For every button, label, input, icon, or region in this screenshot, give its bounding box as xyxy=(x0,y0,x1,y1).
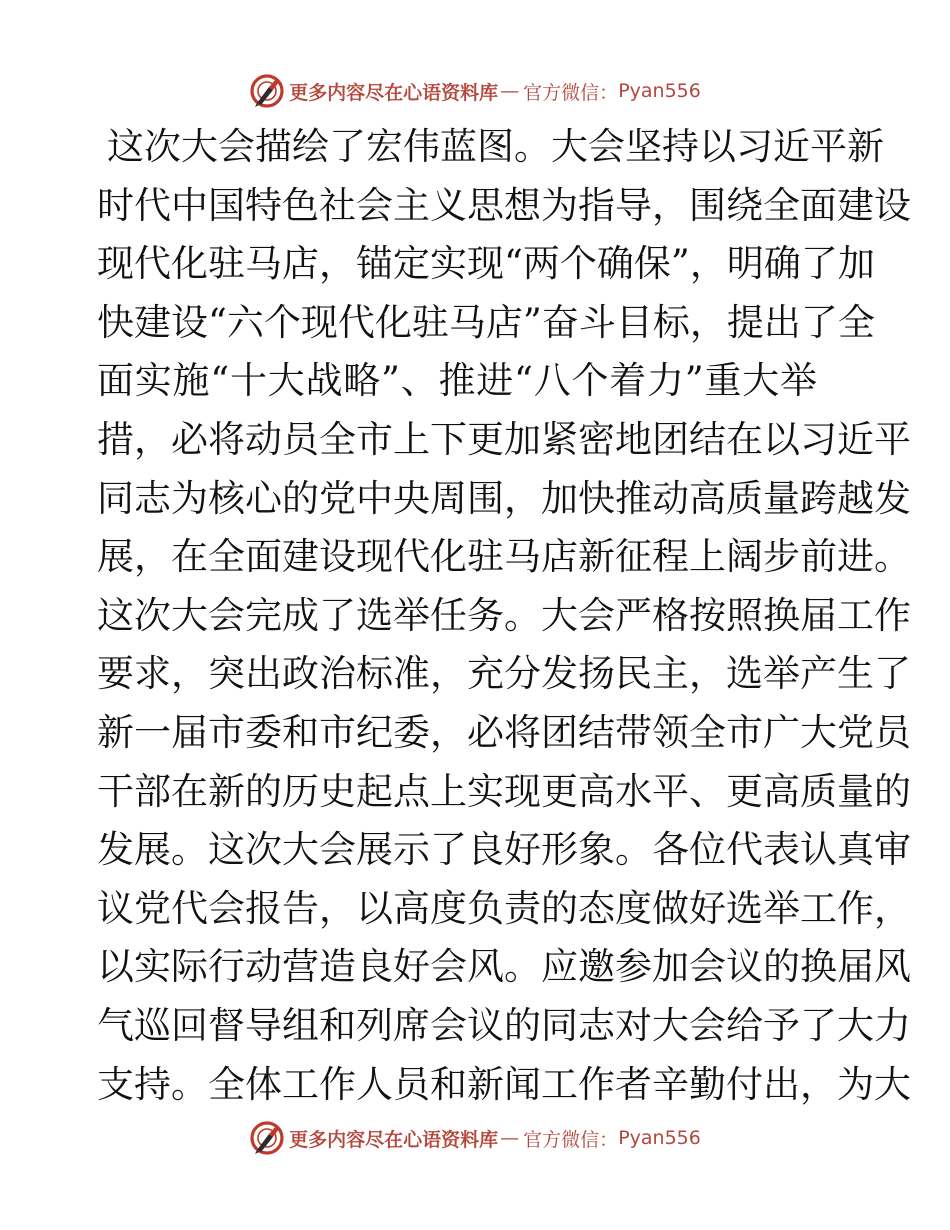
footer-separator: — xyxy=(500,1127,520,1149)
text-line: 支持。全体工作人员和新闻工作者辛勤付出，为大 xyxy=(97,1062,911,1106)
text-line: 新一届市委和市纪委，必将团结带领全市广大党员 xyxy=(97,710,911,754)
text-line: 措，必将动员全市上下更加紧密地团结在以习近平 xyxy=(97,417,911,461)
text-line: 现代化驻马店，锚定实现“两个确保”，明确了加 xyxy=(97,242,875,286)
text-line: 发展。这次大会展示了良好形象。各位代表认真审 xyxy=(97,828,911,872)
page-header xyxy=(0,71,950,111)
header-promo-text: 更多内容尽在心语资料库 xyxy=(289,81,499,104)
text-line: 以实际行动营造良好会风。应邀参加会议的换届风 xyxy=(97,945,911,989)
footer-promo-text: 更多内容尽在心语资料库 xyxy=(289,1128,499,1151)
header-separator: — xyxy=(500,80,520,102)
header-contact-handle: Pyan556 xyxy=(618,80,701,102)
text-line: 议党代会报告，以高度负责的态度做好选举工作， xyxy=(97,886,911,930)
text-line: 同志为核心的党中央周围，加快推动高质量跨越发 xyxy=(97,476,911,520)
text-line: 气巡回督导组和列席会议的同志对大会给予了大力 xyxy=(97,1003,911,1047)
footer-contact-handle: Pyan556 xyxy=(618,1127,701,1149)
text-line: 时代中国特色社会主义思想为指导，围绕全面建设 xyxy=(97,183,911,227)
text-line: 面实施“十大战略”、推进“八个着力”重大举 xyxy=(97,359,817,403)
page-footer xyxy=(0,1118,950,1158)
pen-logo-icon xyxy=(249,73,285,109)
pen-logo-icon xyxy=(249,1120,285,1156)
text-line: 展，在全面建设现代化驻马店新征程上阔步前进。 xyxy=(97,535,911,579)
text-line: 这次大会完成了选举任务。大会严格按照换届工作 xyxy=(97,593,911,637)
footer-contact-label: 官方微信： xyxy=(523,1128,619,1151)
text-line: 这次大会描绘了宏伟蓝图。大会坚持以习近平新 xyxy=(107,125,884,168)
header-contact-label: 官方微信： xyxy=(523,81,619,104)
text-line: 快建设“六个现代化驻马店”奋斗目标，提出了全 xyxy=(97,300,875,344)
document-body xyxy=(97,118,911,1114)
text-line: 干部在新的历史起点上实现更高水平、更高质量的 xyxy=(97,769,911,813)
text-line: 要求，突出政治标准，充分发扬民主，选举产生了 xyxy=(97,652,911,696)
